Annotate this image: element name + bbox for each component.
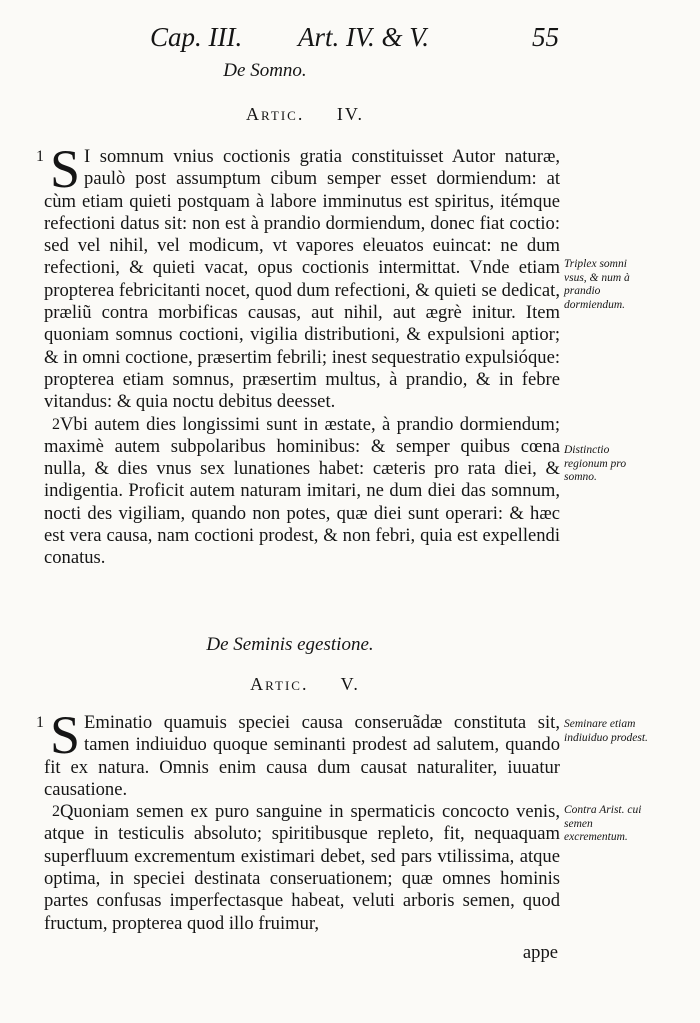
artic-number: IV. <box>336 104 365 124</box>
drop-capital: S <box>50 705 81 765</box>
paragraph-number: 2 <box>52 415 60 433</box>
article-iv-paragraph-2 <box>44 414 560 570</box>
artic-number: V. <box>340 674 360 694</box>
running-head-chapter: Cap. III. <box>150 22 243 52</box>
article-v-body <box>36 705 560 935</box>
article-v-paragraph-2 <box>44 801 560 935</box>
artic-heading-iv <box>205 104 405 125</box>
marginal-gloss-3: Seminare etiam indiuiduo prodest. <box>564 718 648 744</box>
catchword: appe <box>522 942 558 963</box>
paragraph-number: 1 <box>36 148 44 165</box>
paragraph-number: 1 <box>36 714 44 731</box>
section-title-de-seminis-egestione: De Seminis egestione. <box>206 634 374 655</box>
article-iv-paragraph-1 <box>36 139 560 414</box>
paragraph-number: 2 <box>52 803 60 821</box>
paragraph-text: Quoniam semen ex puro sanguine in spermaticis concocto venis, atque in testiculis absoluto; spiritibusque repleto, fit, nequaquam superfluum excrementum existimari debet, sed pars vtilissima, atque optima, in speciei destinata conseruationem; quæ omnes hominis partes confusas imperfectasque habeat, veluti arboris semen, quod fructum, propterea quod illo fruimur, <box>44 801 560 934</box>
artic-heading-v <box>205 674 405 695</box>
paragraph-text: I somnum vnius coctionis gratia constituisset Autor naturæ, paulò post assumptum cibum semper esset dormiendum: at cùm etiam quieti postquam à labore imminutus est spiritus, itémque refectioni datus sit: non est à prandio dormiendum, donec fiat coctio: sed vel nihil, vel modicum, vt vapores eleuatos euincat: ne dum refectioni, & quieti vacat, opus coctionis intermittat. Vnde etiam propterea febricitanti nocet, quod dum refectioni, & quieti se dedicat, præliũ contra morbificas causas, aut nihil, aut ægrè initur. Item quoniam somnus coctioni, vigilia distributioni, & expulsioni aptior; & in omni coctione, præsertim febrili; inest sequestratio expulsióque: propterea etiam somnus, præsertim multus, à prandio, & in febre vitandus: & quia noctu debitus deesset. <box>44 146 560 413</box>
marginal-gloss-2: Distinctio regionum pro somno. <box>564 444 627 483</box>
running-head <box>150 20 560 60</box>
article-iv-body <box>36 139 560 570</box>
drop-capital: S <box>50 139 81 199</box>
running-head-articles: Art. IV. & V. <box>298 22 430 52</box>
paragraph-text: Vbi autem dies longissimi sunt in æstate, à prandio dormiendum; maximè autem subpolaribus hominibus: & semper quibus cœna nulla, & dies vnus sex lunationes habet: cæteris pro rata diei, & indigentia. Proficit autem naturam imitari, ne dum diei das somnum, nocti des vigiliam, quando non potes, quæ diei sunt operari: & hæc est vera causa, nam coctioni prodest, & non febri, quia est expellendi conatus. <box>44 413 560 569</box>
marginal-gloss-4: Contra Arist. cui semen excrementum. <box>564 804 642 843</box>
artic-label: Artic. <box>250 674 309 694</box>
section-title-de-somno: De Somno. <box>223 60 307 81</box>
paragraph-text: Eminatio quamuis speciei causa conseruãdæ constituta sit, tamen indiuiduo quoque seminanti prodest ad salutem, quando fit ex natura. Omnis enim causa dum causat naturaliter, iuuatur causatione. <box>44 712 560 800</box>
artic-label: Artic. <box>245 104 305 124</box>
article-v-paragraph-1 <box>36 705 560 801</box>
marginal-gloss-1: Triplex somni vsus, & num à prandio dormiendum. <box>564 258 630 311</box>
page-number: 55 <box>532 22 559 52</box>
